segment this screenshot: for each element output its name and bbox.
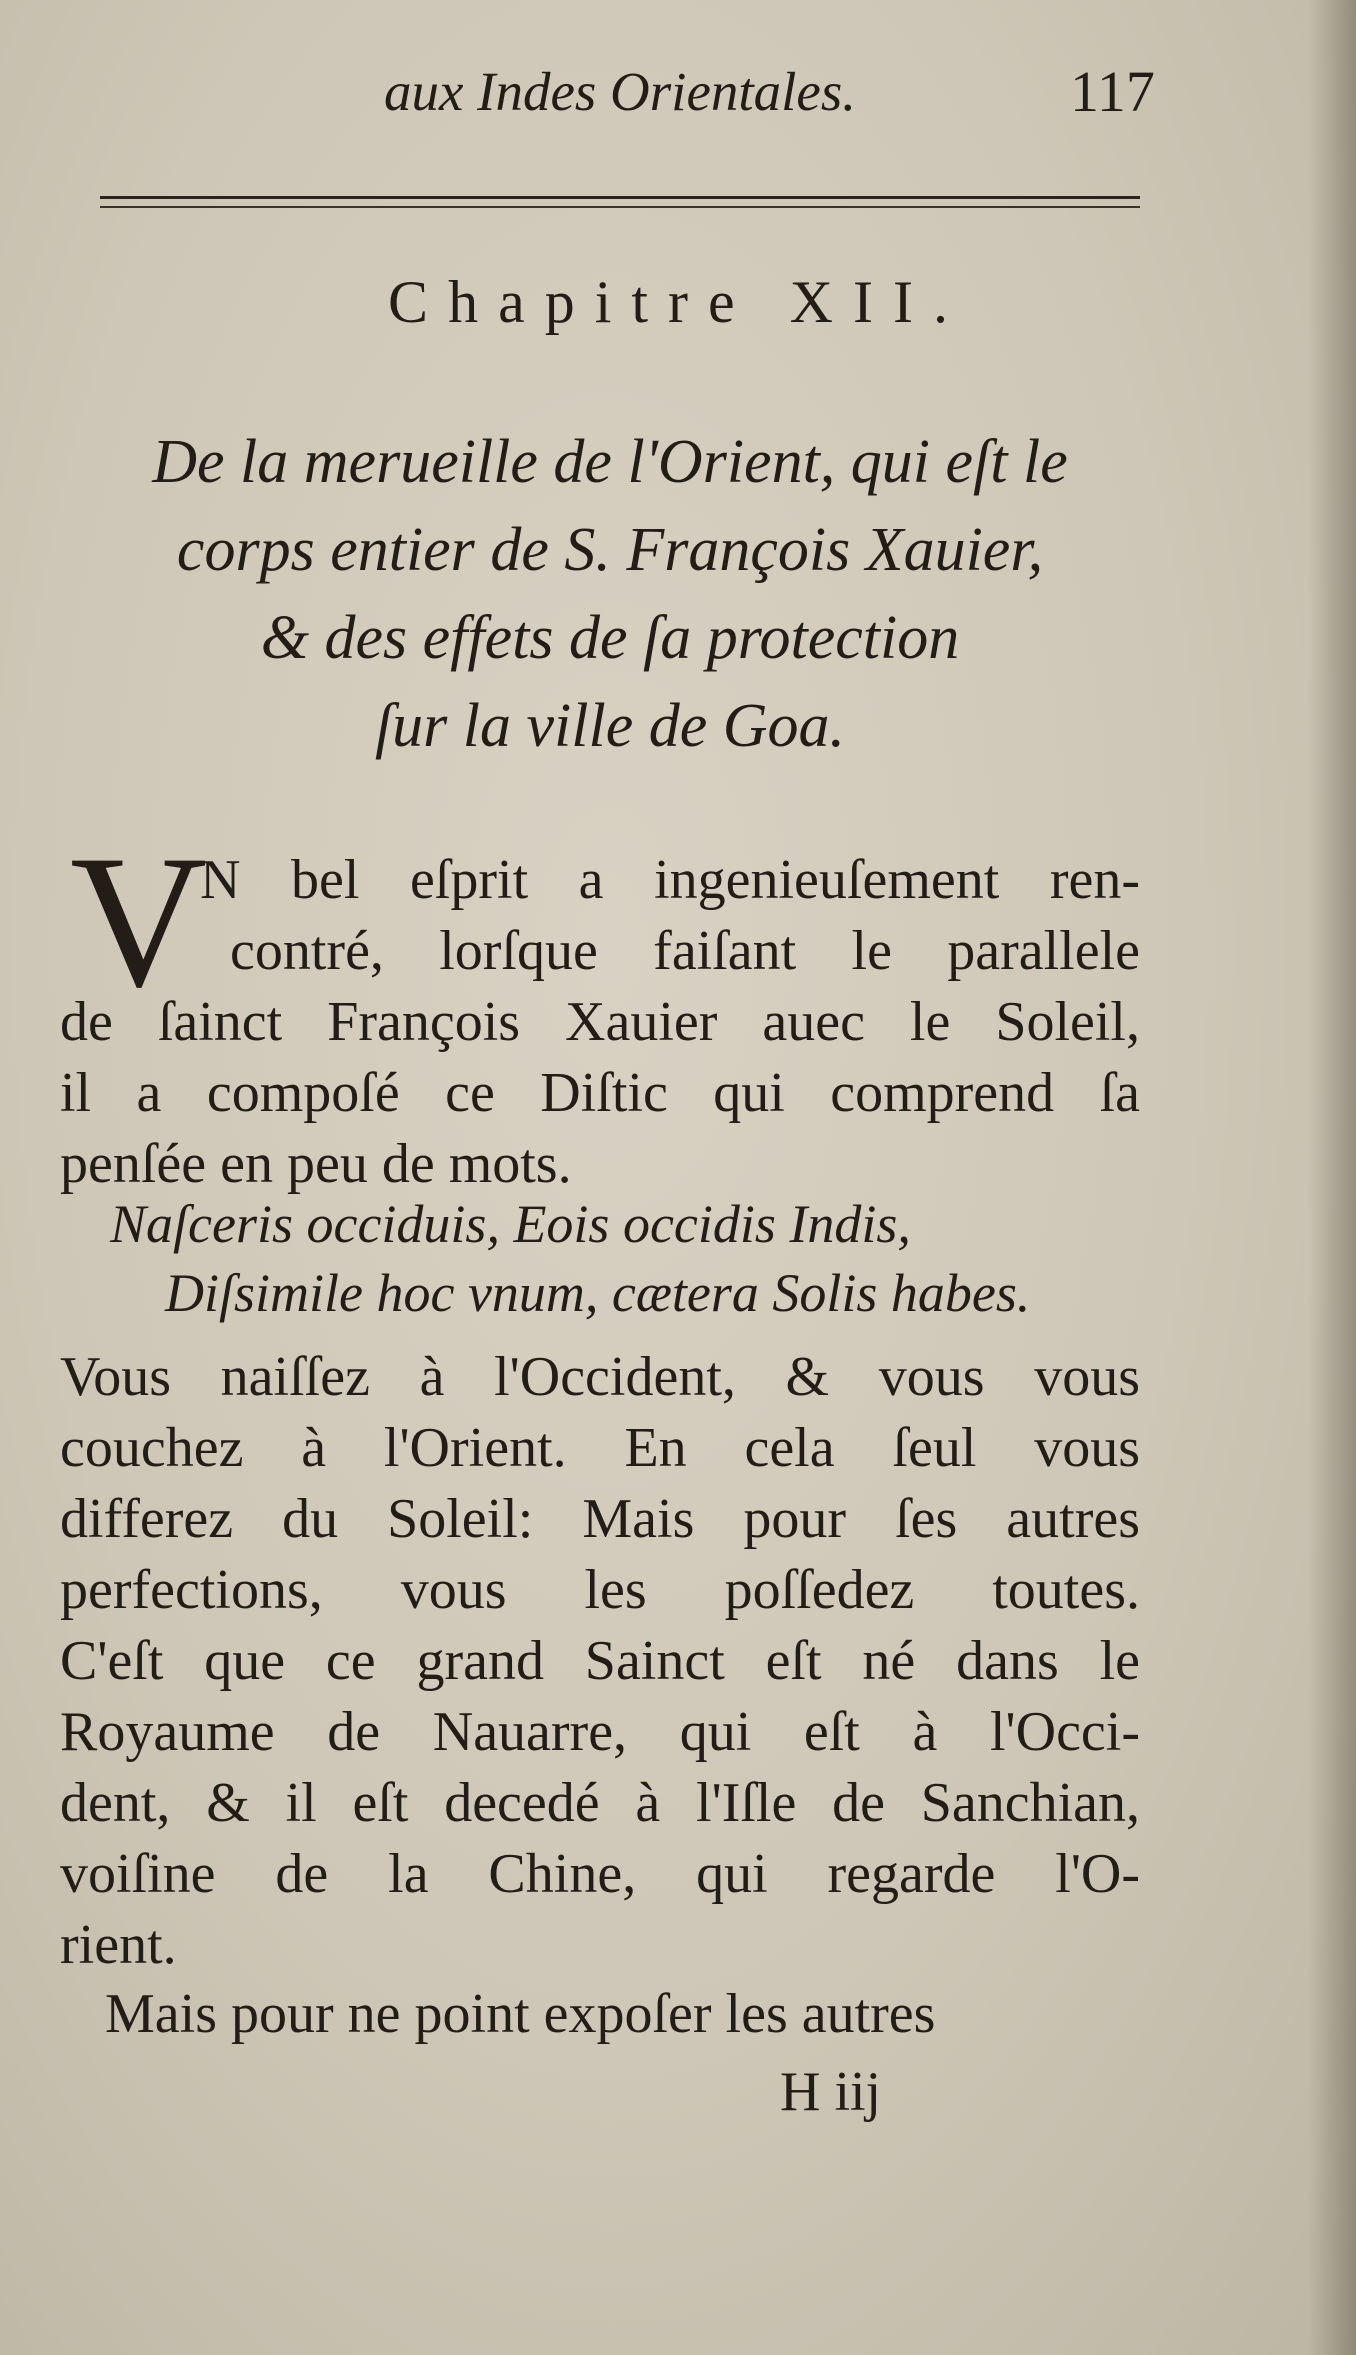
page-number: 117 [1070,59,1155,124]
header-rule-thin [100,206,1140,208]
text-line: contré, lorſque faiſant le parallele [230,920,1140,982]
text-line: rient. [60,1914,177,1976]
text-line: il a compoſé ce Diſtic qui comprend ſa [60,1062,1140,1124]
chapter-heading [70,418,1150,770]
header-rule [100,196,1140,199]
heading-line: ſur la ville de Goa. [374,692,846,760]
page-gutter-shadow [1308,0,1356,2355]
verse-line: Naſceris occiduis, Eois occidis Indis, [110,1194,911,1254]
text-line: Vous naiſſez à l'Occident, & vous vous [60,1346,1140,1408]
text-line: Royaume de Nauarre, qui eſt à l'Occi- [60,1701,1140,1763]
text-line: differez du Soleil: Mais pour ſes autres [60,1488,1140,1550]
text-line: dent, & il eſt decedé à l'Iſle de Sanchian, [60,1772,1140,1834]
text-line: de ſainct François Xauier auec le Soleil, [60,991,1140,1053]
text-line: penſée en peu de mots. [60,1133,572,1195]
chapter-title-text: Chapitre XII. [388,269,968,335]
text-line: N bel eſprit a ingenieuſement ren- [200,849,1140,911]
running-title: aux Indes Orientales. [384,61,856,122]
text-line: couchez à l'Orient. En cela ſeul vous [60,1417,1140,1479]
chapter-title [0,268,1356,337]
signature-mark: H iij [780,2061,882,2123]
heading-line: & des effets de ſa protection [260,604,960,672]
drop-cap: V [70,817,208,1027]
heading-line: corps entier de S. François Xauier, [176,516,1044,584]
text-line: voiſine de la Chine, qui regarde l'O- [60,1843,1140,1905]
heading-line: De la merueille de l'Orient, qui eſt le [152,428,1068,496]
text-line: perfections, vous les poſſedez toutes. [60,1559,1140,1621]
next-paragraph-start: Mais pour ne point expoſer les autres [105,1983,936,2045]
text-line: C'eſt que ce grand Sainct eſt né dans le [60,1630,1140,1692]
translation-paragraph [60,1342,1140,1981]
verse-line: Diſsimile hoc vnum, cætera Solis habes. [165,1263,1031,1323]
opening-paragraph [60,845,1140,1200]
